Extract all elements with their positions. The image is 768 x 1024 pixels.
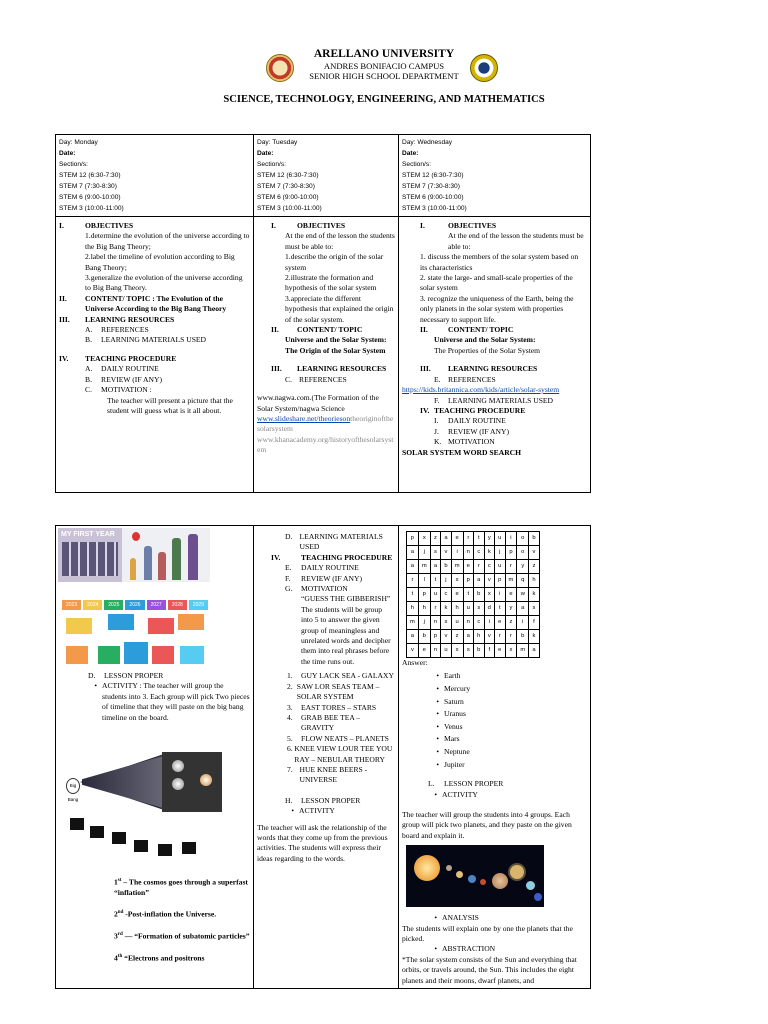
word-search-cell: v — [441, 546, 452, 560]
word-search-cell: i — [451, 546, 463, 560]
content-heading: CONTENT/ TOPIC — [297, 325, 363, 335]
lesson-proper-heading: LESSON PROPER — [444, 779, 504, 789]
content-heading: CONTENT/ TOPIC — [448, 325, 514, 335]
planet-answer: • Venus — [436, 721, 463, 731]
motivation-label: MOTIVATION : — [101, 385, 152, 395]
review-label: REVIEW (IF ANY) — [101, 374, 163, 384]
day-label: Day: Monday — [59, 139, 98, 146]
word-search-cell: u — [495, 532, 506, 546]
guess-the-gibberish-title: “GUESS THE GIBBERISH” — [301, 594, 391, 604]
date-label: Date: — [257, 150, 274, 157]
word-search-cell: y — [505, 602, 517, 616]
sections-label: Section/s: — [59, 161, 88, 168]
objectives-heading: OBJECTIVES — [85, 221, 134, 230]
subject-title: SCIENCE, TECHNOLOGY, ENGINEERING, AND MATHEMATICS — [223, 94, 545, 105]
timeline-year: 2029 — [189, 600, 208, 610]
motivation-label: MOTIVATION — [448, 437, 495, 447]
objective-item: 1. discuss the members of the solar system based on its characteristics — [420, 252, 579, 272]
reference-nagwa: www.nagwa.com.(The Formation of the Solar System/nagwa Science — [257, 393, 379, 413]
word-search-cell: c — [441, 588, 452, 602]
word-search-cell: k — [441, 602, 452, 616]
item-number: IV. — [420, 405, 430, 415]
objective-item: 2. state the large- and small-scale properties of the solar system — [420, 273, 573, 293]
gibberish-item: 4. GRAB BEE TEA – GRAVITY — [287, 712, 361, 733]
item-letter: H. — [285, 795, 293, 805]
word-search-cell: e — [505, 588, 517, 602]
item-letter: I. — [434, 416, 439, 426]
word-search-cell: n — [430, 616, 441, 630]
section-slot: STEM 6 (9:00-10:00) — [59, 194, 121, 201]
stage-item: 4th “Electrons and positrons — [114, 953, 205, 963]
gibberish-instructions: The students will be group into 5 to answer the given group of meaningless and unrelated words and decipher them into real phrases before the time runs out. — [301, 604, 391, 666]
item-number: II. — [59, 293, 67, 303]
word-search-grid — [406, 531, 540, 658]
timeline-year: 2028 — [168, 600, 187, 610]
activity-text: ACTIVITY : The teacher will group the students into 3. Each group will pick Two pieces of timeline that they will paste on the big bang timeline on the board. — [102, 681, 250, 722]
section-slot: STEM 3 (10:00-11:00) — [257, 205, 322, 212]
department-name: SENIOR HIGH SCHOOL DEPARTMENT — [309, 71, 459, 81]
content-subtopic: The Properties of the Solar System — [434, 345, 541, 355]
word-search-cell: h — [418, 602, 430, 616]
word-search-cell: h — [529, 574, 540, 588]
word-search-cell: m — [407, 616, 419, 630]
item-letter: C. — [285, 374, 292, 384]
word-search-cell: r — [463, 532, 474, 546]
word-search-cell: p — [495, 574, 506, 588]
word-search-cell: s — [430, 546, 441, 560]
word-search-cell: j — [418, 616, 430, 630]
word-search-cell: a — [474, 574, 485, 588]
stage-item: 2nd -Post-inflation the Universe. — [114, 909, 217, 919]
objective-item: 3.appreciate the different hypothesis that explained the origin of the solar system. — [285, 293, 394, 324]
objectives-heading: OBJECTIVES — [297, 221, 346, 230]
content-topic: CONTENT/ TOPIC : The Evolution of the Universe According to the Big Bang Theory — [85, 293, 227, 314]
word-search-cell: v — [529, 546, 540, 560]
section-slot: STEM 7 (7:30-8:30) — [257, 183, 315, 190]
word-search-cell: x — [505, 644, 517, 658]
analysis-label: ANALYSIS — [442, 913, 479, 923]
word-search-cell: z — [451, 630, 463, 644]
monday-plan-cell — [56, 217, 254, 493]
objectives-intro: At the end of the lesson the students must be able to: — [285, 231, 395, 251]
objectives-heading: OBJECTIVES — [448, 221, 497, 230]
word-search-cell: a — [407, 560, 419, 574]
word-search-cell: s — [441, 616, 452, 630]
word-search-cell: s — [451, 574, 463, 588]
item-letter: A. — [85, 325, 93, 335]
item-letter: L. — [428, 779, 435, 789]
motivation-label: MOTIVATION — [301, 584, 348, 594]
section-slot: STEM 6 (9:00-10:00) — [257, 194, 319, 201]
planet-answer: • Jupiter — [436, 759, 465, 769]
word-search-row — [407, 546, 540, 560]
word-search-cell: e — [451, 532, 463, 546]
analysis-text: The students will explain one by one the planets that the picked. — [402, 923, 573, 943]
word-search-cell: r — [474, 560, 485, 574]
section-slot: STEM 12 (6:30-7:30) — [257, 172, 319, 179]
word-search-cell: v — [484, 630, 495, 644]
item-number: I. — [420, 221, 425, 230]
objective-item: 3.generalize the evolution of the universe according to Big Bang Theory. — [85, 273, 243, 293]
word-search-cell: s — [474, 602, 485, 616]
section-slot: STEM 3 (10:00-11:00) — [402, 205, 467, 212]
activity-label: ACTIVITY — [299, 806, 335, 816]
item-number: III. — [271, 364, 282, 374]
word-search-cell: i — [484, 616, 495, 630]
wednesday-plan-cell — [399, 217, 591, 493]
section-slot: STEM 12 (6:30-7:30) — [59, 172, 121, 179]
word-search-cell: b — [474, 588, 485, 602]
big-bang-timeline-diagram — [62, 748, 226, 860]
abstraction-label: ABSTRACTION — [442, 944, 496, 954]
page2-middle-cell: D. LEARNING MATERIALS USED IV. TEACHING PROCEDURE E. DAILY ROUTINE F. REVIEW (IF ANY) G. MOTIVATION “GUESS THE GIBBERISH” The students will be group into 5 to answer the given group of meaningless and unrelated words and decipher them into real phrases before the time runs out. 1. GUY LACK SEA - GALAXY 2. SAW LOR SEAS TEAM – SOLAR SYSTEM 3. EAST TORES – STARS 4. GRAB BEE TEA – GRAVITY 5. FLOW NEATS – PLANETS 6. KNEE VIEW LOUR TEE YOU RAY – NEBULAR THEORY 7. HUE KNEE BEERS - UNIVERSE H. LESSON PROPER • ACTIVITY The teacher will ask the relationship of the words that they come up from the previous activities. The students will express their ideas regarding to the words. — [254, 526, 399, 989]
sections-label: Section/s: — [402, 161, 431, 168]
word-search-cell: t — [407, 588, 419, 602]
procedure-heading: TEACHING PROCEDURE — [434, 405, 526, 415]
item-letter: B. — [85, 374, 92, 384]
planet-answer: • Uranus — [436, 709, 466, 719]
word-search-cell: x — [418, 532, 430, 546]
monday-header-cell — [56, 135, 254, 217]
campus-name: ANDRES BONIFACIO CAMPUS — [323, 61, 445, 71]
reference-slideshare-rest: theoriginofthesolarsystem — [257, 413, 394, 434]
timeline-infographic — [60, 586, 210, 668]
materials-label: LEARNING MATERIALS USED — [101, 335, 207, 345]
word-search-cell: a — [463, 630, 474, 644]
word-search-cell: a — [407, 630, 419, 644]
word-search-cell: c — [474, 546, 485, 560]
word-search-cell: p — [430, 630, 441, 644]
word-search-cell: m — [517, 644, 529, 658]
item-number: II. — [420, 325, 428, 335]
word-search-cell: n — [463, 546, 474, 560]
page2-left-cell: MY FIRST YEAR 2023 2024 2025 2026 2027 2028 2029 D. LESSON PROPER • ACTIVITY : The teacher will group the students into 3. Each group will pick Two pieces of timeline that they will paste on the big bang timeline on the board. Big Bang 1st – The cosmos goes through a superfast “inflation” 2nd -Post-inflation the Universe. 3rd — “Formation of subatomic particles” 4th “Electrons and positrons — [56, 526, 254, 989]
word-search-cell: c — [484, 560, 495, 574]
item-number: I. — [271, 221, 276, 230]
word-search-cell: h — [451, 602, 463, 616]
item-letter: F. — [285, 573, 291, 583]
content-topic: Universe and the Solar System: — [434, 335, 536, 345]
word-search-cell: s — [451, 644, 463, 658]
word-search-cell: u — [451, 616, 463, 630]
section-slot: STEM 7 (7:30-8:30) — [59, 183, 117, 190]
references-label: REFERENCES — [101, 325, 149, 335]
gibberish-item: 1. GUY LACK SEA - GALAXY — [287, 671, 394, 681]
word-search-cell: i — [505, 532, 517, 546]
item-letter: K. — [434, 437, 442, 447]
word-search-cell: i — [495, 588, 506, 602]
word-search-cell: m — [505, 574, 517, 588]
word-search-cell: t — [463, 588, 474, 602]
timeline-year: 2026 — [125, 600, 144, 610]
item-letter: E. — [285, 563, 292, 573]
word-search-cell: e — [495, 616, 506, 630]
reference-slideshare-link[interactable]: www.slideshare.net/theorieson — [257, 413, 351, 423]
planet-answer: • Earth — [436, 671, 461, 681]
word-search-cell: n — [430, 644, 441, 658]
word-search-cell: i — [517, 616, 529, 630]
item-number: II. — [271, 325, 279, 335]
word-search-cell: e — [463, 560, 474, 574]
word-search-cell: n — [463, 616, 474, 630]
word-search-row — [407, 630, 540, 644]
abstraction-text: *The solar system consists of the Sun and everything that orbits, or travels around, the Sun. This includes the eight planets and their moons, dwarf planets, and — [402, 954, 577, 985]
word-search-cell: z — [505, 616, 517, 630]
gibberish-item: 3. EAST TORES – STARS — [287, 702, 377, 712]
date-label: Date: — [402, 150, 419, 157]
word-search-row — [407, 560, 540, 574]
word-search-cell: y — [517, 560, 529, 574]
item-number: IV. — [271, 552, 281, 562]
references-label: REFERENCES — [299, 374, 347, 384]
word-search-cell: b — [418, 630, 430, 644]
timeline-year: 2027 — [147, 600, 166, 610]
objectives-intro: At the end of the lesson the students must be able to: — [448, 231, 584, 251]
day-label: Day: Wednesday — [402, 139, 453, 146]
word-search-cell: v — [484, 574, 495, 588]
item-letter: B. — [85, 335, 92, 345]
word-search-cell: r — [505, 560, 517, 574]
date-label: Date: — [59, 150, 76, 157]
word-search-cell: v — [407, 644, 419, 658]
word-search-cell: b — [529, 532, 540, 546]
word-search-cell: t — [474, 532, 485, 546]
word-search-cell: w — [517, 588, 529, 602]
word-search-cell: h — [474, 630, 485, 644]
word-search-row — [407, 574, 540, 588]
word-search-cell: r — [505, 630, 517, 644]
gibberish-item: 5. FLOW NEATS – PLANETS — [287, 733, 389, 743]
resources-heading: LEARNING RESOURCES — [448, 364, 538, 374]
word-search-row — [407, 644, 540, 658]
sections-label: Section/s: — [257, 161, 286, 168]
word-search-cell: k — [529, 630, 540, 644]
activity-text: The teacher will group the students into 4 groups. Each group will pick two planets, and they paste on the given board and explain it. — [402, 809, 572, 840]
routine-label: DAILY ROUTINE — [301, 563, 359, 573]
materials-label: LEARNING MATERIALS USED — [448, 395, 554, 405]
word-search-cell: k — [529, 588, 540, 602]
timeline-year: 2023 — [62, 600, 81, 610]
materials-label: LEARNING MATERIALS USED — [299, 532, 383, 552]
item-letter: C. — [85, 385, 92, 395]
word-search-cell: r — [430, 602, 441, 616]
word-search-cell: b — [474, 644, 485, 658]
timeline-year: 2024 — [83, 600, 102, 610]
timeline-year: 2025 — [104, 600, 123, 610]
word-search-cell: o — [517, 546, 529, 560]
word-search-cell: b — [441, 560, 452, 574]
word-search-cell: k — [484, 546, 495, 560]
word-search-cell: t — [430, 574, 441, 588]
word-search-cell: e — [495, 644, 506, 658]
word-search-cell: c — [474, 616, 485, 630]
review-label: REVIEW (IF ANY) — [301, 573, 363, 583]
word-search-cell: r — [495, 630, 506, 644]
day-label: Day: Tuesday — [257, 139, 298, 146]
reference-khanacademy: www.khanacademy.org/historyofthesolarsystem — [257, 434, 394, 455]
my-first-year-photo — [58, 528, 210, 582]
word-search-cell: m — [418, 560, 430, 574]
word-search-cell: u — [441, 644, 452, 658]
objective-item: 3. recognize the uniqueness of the Earth, being the only planets in the solar system with properties necessary to support life. — [420, 293, 574, 324]
stage-item: 1st – The cosmos goes through a superfast “inflation” — [114, 877, 248, 897]
review-label: REVIEW (IF ANY) — [448, 426, 510, 436]
word-search-cell: j — [495, 546, 506, 560]
section-slot: STEM 7 (7:30-8:30) — [402, 183, 460, 190]
word-search-cell: j — [418, 546, 430, 560]
item-letter: E. — [434, 374, 441, 384]
word-search-cell: r — [407, 574, 419, 588]
activity-label: ACTIVITY — [442, 789, 478, 799]
university-name: ARELLANO UNIVERSITY — [313, 48, 455, 60]
gibberish-item: 6. KNEE VIEW LOUR TEE YOU RAY – NEBULAR THEORY — [287, 744, 393, 764]
item-letter: D. — [285, 532, 293, 541]
item-number: I. — [59, 221, 64, 230]
lesson-proper-heading: LESSON PROPER — [301, 795, 361, 805]
word-search-cell: z — [430, 532, 441, 546]
item-number: III. — [59, 314, 70, 324]
stage-item: 3rd — “Formation of subatomic particles” — [114, 931, 250, 941]
section-slot: STEM 12 (6:30-7:30) — [402, 172, 464, 179]
planet-answer: • Saturn — [436, 696, 464, 706]
item-letter: G. — [285, 584, 293, 594]
objective-item: 1.describe the origin of the solar system — [285, 252, 384, 272]
word-search-cell: a — [529, 644, 540, 658]
procedure-heading: TEACHING PROCEDURE — [85, 353, 177, 363]
word-search-row — [407, 532, 540, 546]
word-search-row — [407, 602, 540, 616]
word-search-cell: p — [463, 574, 474, 588]
content-topic: Universe and the Solar System: The Origin of the Solar System — [285, 335, 387, 355]
page2-right-cell: p x z a e r t y u i o b a j s v i n c k j p o v a m a b m e r c u r y z r l t j s p a v p m q h t p u c e t b x i e w k h h r k h u s d t y a s m j n s u n c i e z i f a b p v z a h v r r b k v e n u s s b f e x m a Answer: • Earth • Mercury • Saturn • Uranus • Venus • Mars • Neptune • Jupiter L. LESSON PROPER • ACTIVITY The teacher will group the students into 4 groups. Each group will pick two planets, and they paste on the given board and explain it. • ANALYSIS The students will explain one by one the planets that the picked. • ABSTRACTION *The solar system consists of the Sun and everything that orbits, or travels around, the Sun. This includes the eight planets and their moons, dwarf planets, and — [399, 526, 591, 989]
item-number: IV. — [59, 353, 69, 363]
lesson-proper-heading: LESSON PROPER — [104, 671, 164, 680]
word-search-cell: s — [529, 602, 540, 616]
solar-system-image — [406, 845, 544, 907]
procedure-heading: TEACHING PROCEDURE — [301, 552, 393, 562]
motivation-text: The teacher will present a picture that the student will guess what is it all about. — [107, 395, 233, 415]
word-search-cell: d — [484, 602, 495, 616]
word-search-cell: q — [517, 574, 529, 588]
word-search-cell: a — [430, 560, 441, 574]
word-search-cell: a — [407, 546, 419, 560]
routine-label: DAILY ROUTINE — [101, 364, 159, 374]
word-search-cell: v — [441, 630, 452, 644]
word-search-cell: p — [407, 532, 419, 546]
wednesday-header-cell — [399, 135, 591, 217]
objective-item: 2.label the timeline of evolution according to Big Bang Theory; — [85, 252, 235, 272]
routine-label: DAILY ROUTINE — [448, 416, 506, 426]
section-slot: STEM 3 (10:00-11:00) — [59, 205, 124, 212]
word-search-cell: e — [418, 644, 430, 658]
word-search-cell: s — [463, 644, 474, 658]
item-letter: A. — [85, 364, 93, 374]
resources-heading: LEARNING RESOURCES — [85, 314, 175, 324]
planet-answer: • Mercury — [436, 684, 471, 693]
word-search-cell: m — [451, 560, 463, 574]
word-search-cell: u — [463, 602, 474, 616]
my-first-year-label: MY FIRST YEAR — [61, 531, 115, 538]
word-search-row — [407, 588, 540, 602]
lesson-plan-table-1 — [55, 134, 591, 493]
word-search-cell: l — [418, 574, 430, 588]
item-letter: J. — [434, 426, 439, 436]
word-search-cell: z — [529, 560, 540, 574]
answer-label: Answer: — [402, 658, 428, 667]
tuesday-header-cell — [254, 135, 399, 217]
gibberish-item: 2. SAW LOR SEAS TEAM – SOLAR SYSTEM — [287, 681, 380, 702]
word-search-cell: a — [441, 532, 452, 546]
big-bang-label: Big Bang — [66, 778, 80, 794]
word-search-title: SOLAR SYSTEM WORD SEARCH — [402, 447, 522, 457]
item-letter: D. — [88, 671, 96, 680]
word-search-cell: e — [451, 588, 463, 602]
word-search-cell: x — [484, 588, 495, 602]
word-search-cell: o — [517, 532, 529, 546]
item-number: III. — [420, 364, 431, 374]
word-search-cell: f — [529, 616, 540, 630]
word-search-cell: j — [441, 574, 452, 588]
word-search-cell: p — [418, 588, 430, 602]
word-search-row — [407, 616, 540, 630]
planet-answer: • Neptune — [436, 746, 470, 756]
word-search-cell: b — [517, 630, 529, 644]
item-letter: F. — [434, 395, 440, 405]
word-search-cell: u — [495, 560, 506, 574]
planet-answer: • Mars — [436, 734, 460, 744]
section-slot: STEM 6 (9:00-10:00) — [402, 194, 464, 201]
references-label: REFERENCES — [448, 374, 496, 384]
gibberish-item: 7. HUE KNEE BEERS - UNIVERSE — [287, 764, 368, 785]
resources-heading: LEARNING RESOURCES — [297, 364, 387, 374]
objective-item: 2.illustrate the formation and hypothesis of the solar system — [285, 273, 377, 293]
relationship-text: The teacher will ask the relationship of the words that they come up from the previous activities. The students will express their ideas regarding to the words. — [257, 822, 388, 863]
word-search-cell: h — [407, 602, 419, 616]
word-search-cell: a — [517, 602, 529, 616]
tuesday-plan-cell — [254, 217, 399, 493]
word-search-cell: u — [430, 588, 441, 602]
word-search-cell: p — [505, 546, 517, 560]
word-search-cell: y — [484, 532, 495, 546]
word-search-cell: f — [484, 644, 495, 658]
word-search-cell: t — [495, 602, 506, 616]
lesson-plan-table-2 — [55, 525, 591, 989]
britannica-link[interactable]: https://kids.britannica.com/kids/article/solar-system — [402, 385, 560, 395]
objective-item: 1.determine the evolution of the universe according to the Big Bang Theory; — [85, 231, 250, 251]
